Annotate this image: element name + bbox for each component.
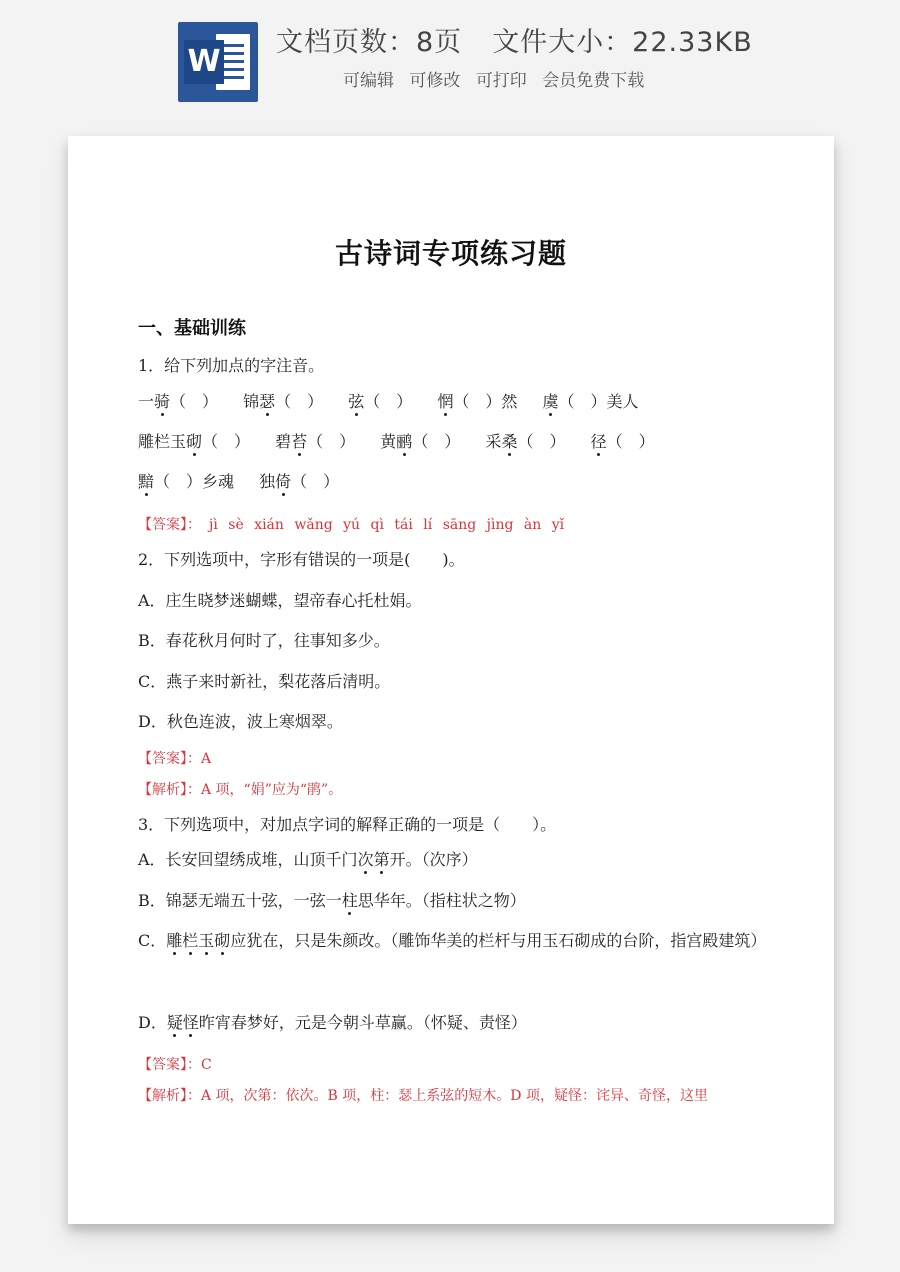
- dotted-char: 砌: [186, 432, 203, 451]
- pinyin-item: 黄鹂（ ）: [380, 432, 461, 451]
- answer-label: 【答案】：: [138, 751, 201, 767]
- dotted-char: 雕: [166, 931, 183, 950]
- analysis-label: 【解析】：: [138, 782, 201, 798]
- pinyin-item: 雕栏玉砌（ ）: [138, 432, 251, 451]
- dotted-char: 苔: [291, 432, 308, 451]
- word-logo-letter: W: [184, 40, 224, 84]
- dotted-char: 栏: [182, 931, 199, 950]
- pinyin-item: 弦（ ）: [348, 392, 413, 411]
- dotted-char: 鹂: [396, 432, 413, 451]
- analysis-label: 【解析】：: [138, 1088, 201, 1104]
- question-1-row-2: [138, 430, 778, 454]
- dotted-char: 弦: [348, 392, 365, 411]
- question-3-prompt: 3．下列选项中，对加点字词的解释正确的一项是（ ）。: [138, 815, 557, 834]
- pinyin-item: 独倚（ ）: [259, 472, 340, 491]
- question-1-row-3: [138, 470, 778, 494]
- answer-label: 【答案】：: [138, 517, 201, 533]
- answer-text: C: [201, 1057, 212, 1073]
- question-2-option-d: D．秋色连波，波上寒烟翠。: [138, 712, 343, 731]
- question-3-analysis: [138, 1084, 778, 1108]
- analysis-text: A 项，“娟”应为“鹃”。: [201, 782, 343, 798]
- analysis-text: A 项，次第：依次。B 项，柱：瑟上系弦的短木。D 项，疑怪：诧异、奇怪，这里: [201, 1088, 708, 1104]
- question-2-option-b: B．春花秋月何时了，往事知多少。: [138, 631, 390, 650]
- file-size: 文件大小：22.33KB: [492, 27, 753, 58]
- feature-free-download: 会员免费下载: [542, 71, 645, 91]
- dotted-char: 惘: [437, 392, 454, 411]
- dotted-char: 第: [373, 850, 390, 869]
- download-banner: [0, 0, 900, 125]
- dotted-char: 桑: [501, 432, 518, 451]
- dotted-word: [167, 1013, 199, 1032]
- dotted-char: 径: [590, 432, 607, 451]
- question-3-option-c: C．雕栏玉砌应犹在，只是朱颜改。（雕饰华美的栏杆与用玉石砌成的台阶，指宫殿建筑）: [138, 931, 767, 950]
- page-count: 文档页数：8页: [276, 27, 463, 58]
- dotted-char: 玉: [198, 931, 215, 950]
- dotted-char: 骑: [154, 392, 171, 411]
- feature-list: [343, 66, 644, 91]
- question-1-row-1: [138, 390, 778, 414]
- pinyin-item: 采桑（ ）: [485, 432, 566, 451]
- question-2-analysis: [138, 778, 778, 802]
- dotted-char: 瑟: [259, 392, 276, 411]
- question-3-option-a: A．长安回望绣成堆，山顶千门次第开。（次序）: [138, 850, 478, 869]
- dotted-char: 砌: [214, 931, 231, 950]
- answer-label: 【答案】：: [138, 1057, 201, 1073]
- dotted-char: 虞: [542, 392, 559, 411]
- question-3-option-b: B．锦瑟无端五十弦，一弦一柱思华年。（指柱状之物）: [138, 891, 526, 910]
- question-3-answer: [138, 1053, 778, 1077]
- page-title: 古诗词专项练习题: [334, 237, 567, 270]
- dotted-char: 次: [357, 850, 374, 869]
- question-2-option-c: C．燕子来时新社，梨花落后清明。: [138, 672, 391, 691]
- question-2-option-a: A．庄生晓梦迷蝴蝶，望帝春心托杜娟。: [138, 591, 422, 610]
- pinyin-item: 一骑（ ）: [138, 392, 219, 411]
- feature-printable: 可打印: [475, 71, 527, 91]
- pinyin-item: 惘（ ）然: [437, 392, 518, 411]
- file-info: [276, 20, 753, 60]
- question-1-prompt: 1．给下列加点的字注音。: [138, 356, 325, 375]
- dotted-char: 疑: [166, 1013, 183, 1032]
- answer-text: jì sè xián wǎng yú qì tái lí sāng jìng àn yǐ: [209, 517, 565, 533]
- pinyin-item: 碧苔（ ）: [275, 432, 356, 451]
- dotted-char: 怪: [182, 1013, 199, 1032]
- dotted-word: [166, 931, 230, 950]
- question-2-answer: [138, 747, 778, 771]
- question-1-answer: [138, 513, 778, 537]
- dotted-word: [358, 850, 390, 869]
- section-heading: 一、基础训练: [138, 318, 246, 339]
- dotted-char: 黯: [138, 472, 155, 491]
- word-document-icon: [178, 22, 258, 102]
- answer-text: A: [201, 751, 212, 767]
- question-3-option-d: D．疑怪昨宵春梦好，元是今朝斗草赢。（怀疑、责怪）: [138, 1013, 527, 1032]
- dotted-word: [342, 891, 358, 910]
- pinyin-item: 虞（ ）美人: [542, 392, 639, 411]
- feature-editable: 可编辑: [343, 71, 394, 91]
- pinyin-item: 锦瑟（ ）: [243, 392, 324, 411]
- document-page: [68, 136, 834, 1224]
- dotted-char: 倚: [275, 472, 292, 491]
- pinyin-item: 径（ ）: [590, 432, 655, 451]
- dotted-char: 柱: [341, 891, 358, 910]
- pinyin-item: 黯（ ）乡魂: [138, 472, 235, 491]
- question-2-prompt: 2．下列选项中，字形有错误的一项是( )。: [138, 550, 465, 569]
- feature-modifiable: 可修改: [409, 71, 461, 91]
